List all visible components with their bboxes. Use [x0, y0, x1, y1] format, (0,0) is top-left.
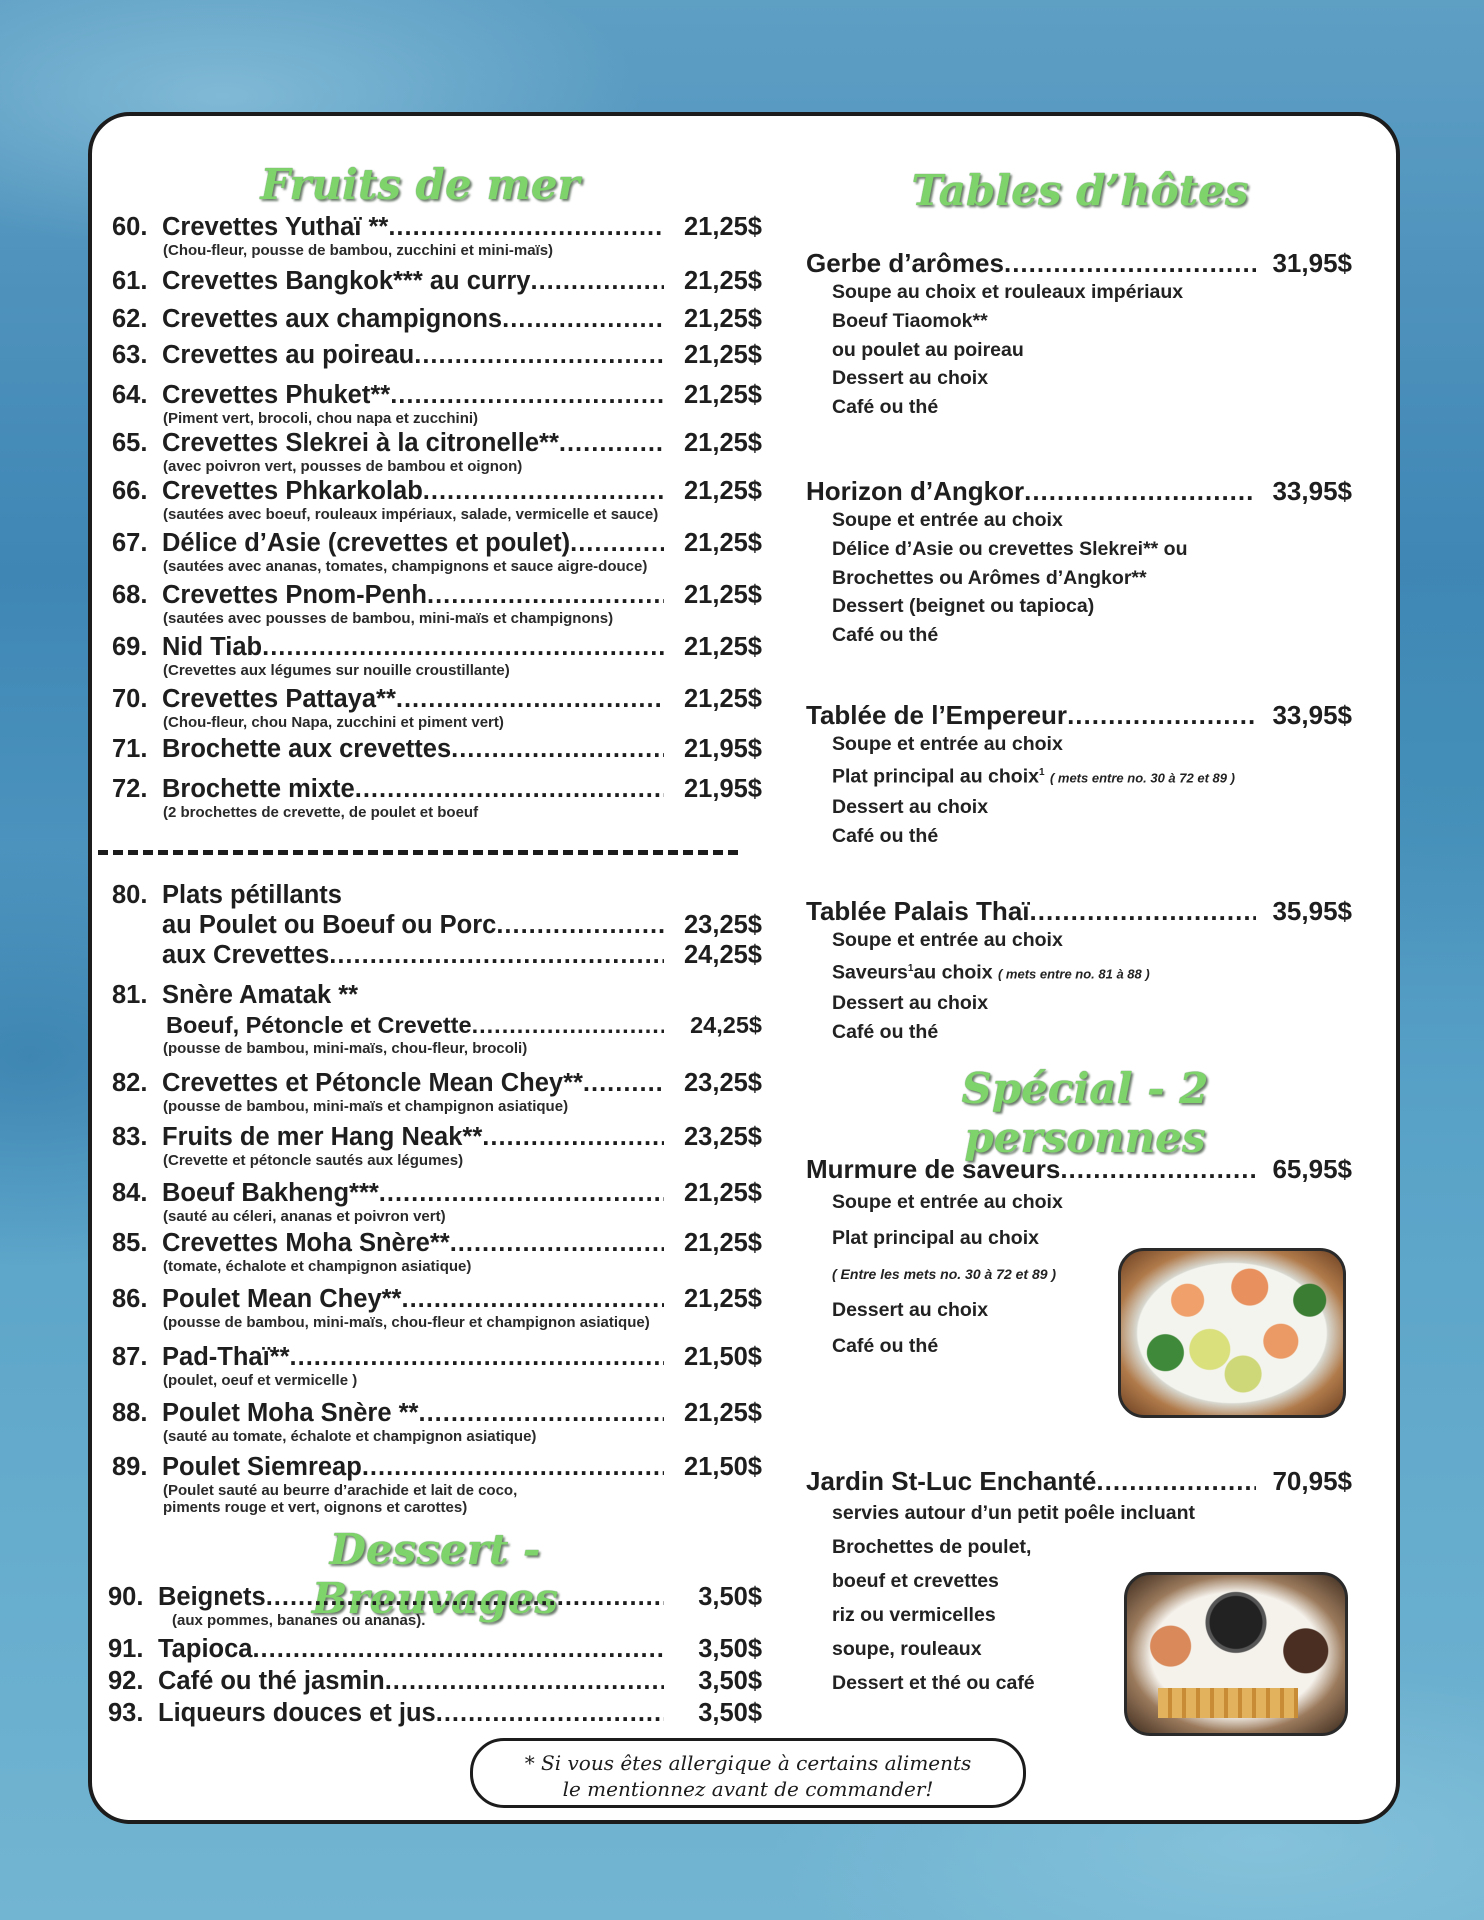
allergy-line-2: le mentionnez avant de commander!	[562, 1777, 934, 1801]
item-name: Poulet Moha Snère **	[162, 1399, 419, 1427]
leader-dots	[451, 734, 664, 764]
course-line: Dessert (beignet ou tapioca)	[832, 595, 1095, 618]
item-price: 21,25$	[684, 581, 762, 609]
leader-dots	[1060, 1154, 1256, 1184]
item-price: 23,25$	[684, 911, 762, 939]
course-line: Dessert et thé ou café	[832, 1672, 1035, 1694]
course-line: Soupe au choix et rouleaux impériaux	[832, 281, 1184, 303]
leader-dots	[559, 428, 664, 458]
item-name: Pad-Thaï**	[162, 1343, 290, 1371]
item-description: (pousse de bambou, mini-maïs, chou-fleur et champignon asiatique)	[163, 1314, 650, 1331]
item-description: (2 brochettes de crevette, de poulet et boeuf	[163, 804, 479, 821]
course-line: Café ou thé	[832, 624, 939, 647]
course-line: boeuf et crevettes	[832, 1570, 999, 1592]
menu-item-93	[108, 1698, 762, 1728]
item-description: (Crevettes aux légumes sur nouille croustillante)	[163, 662, 510, 679]
item-price: 21,95$	[684, 735, 762, 763]
item-number: 89.	[112, 1453, 148, 1481]
item-price: 21,25$	[684, 529, 762, 557]
item-name: Café ou thé jasmin	[158, 1667, 385, 1695]
item-number: 70.	[112, 685, 148, 713]
item-price: 24,25$	[684, 941, 762, 969]
menu-item-65	[112, 428, 762, 475]
item-description: (aux pommes, bananes ou ananas).	[172, 1612, 426, 1629]
course-line: ou poulet au poireau	[832, 338, 1024, 361]
item-description: (sautées avec pousses de bambou, mini-maïs et champignons)	[163, 610, 614, 627]
item-price: 21,25$	[684, 213, 762, 241]
course-line: Brochettes de poulet,	[832, 1536, 1032, 1558]
item-number: 88.	[112, 1399, 148, 1427]
course-line: Boeuf Tiaomok**	[832, 309, 988, 332]
item-description: piments rouge et vert, oignons et carottes)	[163, 1499, 468, 1516]
table-price: 65,95$	[1272, 1154, 1352, 1184]
leader-dots	[583, 1068, 664, 1098]
leader-dots	[266, 1582, 664, 1612]
item-name: Nid Tiab	[162, 633, 263, 661]
leader-dots	[401, 1284, 664, 1314]
item-name: Poulet Mean Chey**	[162, 1285, 402, 1313]
item-number: 80.	[112, 881, 148, 909]
item-number: 68.	[112, 581, 148, 609]
leader-dots	[390, 380, 664, 410]
menu-item-91	[108, 1634, 762, 1664]
item-number: 69.	[112, 633, 148, 661]
leader-dots	[388, 212, 664, 242]
item-price: 21,25$	[684, 633, 762, 661]
item-price: 23,25$	[684, 1123, 762, 1151]
leader-dots	[290, 1342, 664, 1372]
menu-item-82	[112, 1068, 762, 1115]
allergy-line-1: * Si vous êtes allergique à certains aliments	[524, 1751, 972, 1775]
course-line: Café ou thé	[832, 1020, 939, 1043]
tables-item-3	[806, 896, 1352, 1047]
menu-item-60	[112, 212, 762, 259]
leader-dots	[362, 1452, 664, 1482]
footnote-mark: 1	[1038, 766, 1045, 778]
item-price: 21,25$	[684, 1229, 762, 1257]
menu-item-61	[112, 266, 762, 296]
item-option: au Poulet ou Boeuf ou Porc	[162, 911, 497, 939]
course-line: Plat principal au choix$^1$ ( mets entre no. 30 à 72 et 89 )	[832, 765, 1235, 788]
item-option: Boeuf, Pétoncle et Crevette	[166, 1012, 472, 1038]
course-line: Saveurs$^1$au choix ( mets entre no. 81 à 88 )	[832, 961, 1150, 984]
item-number: 83.	[112, 1123, 148, 1151]
leader-dots	[436, 1698, 664, 1728]
item-description: (poulet, oeuf et vermicelle )	[163, 1372, 358, 1389]
menu-item-63	[112, 340, 762, 370]
item-price: 21,25$	[684, 1179, 762, 1207]
course-line: Soupe et entrée au choix	[832, 733, 1063, 755]
item-number: 87.	[112, 1343, 148, 1371]
item-name: Crevettes Yuthaï **	[162, 213, 389, 241]
item-price: 21,25$	[684, 305, 762, 333]
table-name: Gerbe d’arômes	[806, 248, 1004, 278]
course-line: Dessert au choix	[832, 992, 989, 1015]
menu-item-90	[108, 1582, 762, 1629]
course-line: Dessert au choix	[832, 367, 989, 390]
item-name: Fruits de mer Hang Neak**	[162, 1123, 483, 1151]
item-number: 61.	[112, 267, 148, 295]
item-price: 21,25$	[684, 1285, 762, 1313]
item-number: 63.	[112, 341, 148, 369]
menu-item-83	[112, 1122, 762, 1169]
leader-dots	[418, 1398, 664, 1428]
item-price: 21,25$	[684, 429, 762, 457]
table-price: 33,95$	[1272, 476, 1352, 506]
menu-item-69	[112, 632, 762, 679]
item-name: Liqueurs douces et jus	[158, 1699, 436, 1727]
leader-dots	[355, 774, 664, 804]
item-price: 24,25$	[690, 1012, 762, 1038]
tables-item-2	[806, 700, 1352, 851]
leader-dots	[1096, 1466, 1256, 1496]
item-name: Crevettes et Pétoncle Mean Chey**	[162, 1069, 583, 1097]
item-price: 3,50$	[698, 1635, 762, 1663]
item-name: Crevettes aux champignons	[162, 305, 503, 333]
item-price: 23,25$	[684, 1069, 762, 1097]
course-note: ( mets entre no. 30 à 72 et 89 )	[1049, 770, 1235, 786]
item-description: (pousse de bambou, mini-maïs et champignon asiatique)	[163, 1098, 569, 1115]
item-number: 86.	[112, 1285, 148, 1313]
leader-dots	[414, 340, 664, 370]
course-line: Soupe et entrée au choix	[832, 509, 1063, 531]
item-name: Poulet Siemreap	[162, 1453, 362, 1481]
leader-dots	[1004, 248, 1256, 278]
item-number: 85.	[112, 1229, 148, 1257]
table-name: Horizon d’Angkor	[806, 476, 1025, 506]
item-description: (sautées avec boeuf, rouleaux impériaux, salade, vermicelle et sauce)	[163, 506, 659, 523]
item-price: 3,50$	[698, 1667, 762, 1695]
menu-item-87	[112, 1342, 762, 1389]
item-description: (Crevette et pétoncle sautés aux légumes)	[163, 1152, 464, 1169]
item-name: Crevettes Moha Snère**	[162, 1229, 450, 1257]
menu-item-71	[112, 734, 762, 764]
item-name: Tapioca	[158, 1635, 253, 1663]
menu-item-84	[112, 1178, 762, 1225]
item-number: 64.	[112, 381, 148, 409]
menu-item-62	[112, 304, 762, 334]
course-line: servies autour d’un petit poêle incluant	[832, 1502, 1195, 1524]
item-option: aux Crevettes	[162, 941, 330, 969]
item-name: Crevettes Phuket**	[162, 381, 391, 409]
leader-dots	[1067, 700, 1256, 730]
course-line: soupe, rouleaux	[832, 1638, 982, 1660]
shrimp-dish-photo	[1118, 1248, 1346, 1418]
item-name: Crevettes Phkarkolab	[162, 477, 423, 505]
item-number: 72.	[112, 775, 148, 803]
item-description: (Chou-fleur, pousse de bambou, zucchini et mini-maïs)	[163, 242, 554, 259]
table-name: Murmure de saveurs	[806, 1154, 1061, 1184]
leader-dots	[262, 632, 664, 662]
leader-dots	[531, 266, 665, 296]
item-name: Brochette mixte	[162, 775, 355, 803]
item-number: 84.	[112, 1179, 148, 1207]
menu-item-66	[112, 476, 762, 523]
item-name: Crevettes Pnom-Penh	[162, 581, 427, 609]
item-description: (pousse de bambou, mini-maïs, chou-fleur, brocoli)	[163, 1040, 528, 1057]
menu-item-81	[112, 980, 762, 1057]
leader-dots	[252, 1634, 664, 1664]
leader-dots	[1030, 896, 1256, 926]
item-name: Crevettes Slekrei à la citronelle**	[162, 429, 559, 457]
item-name: Boeuf Bakheng***	[162, 1179, 379, 1207]
item-name: Délice d’Asie (crevettes et poulet)	[162, 529, 571, 557]
allergy-notice	[470, 1738, 1026, 1808]
leader-dots	[1024, 476, 1256, 506]
item-number: 71.	[112, 735, 148, 763]
menu-item-85	[112, 1228, 762, 1275]
item-description: (sauté au tomate, échalote et champignon asiatique)	[163, 1428, 537, 1445]
menu-item-89	[112, 1452, 762, 1516]
item-description: (Poulet sauté au beurre d’arachide et lait de coco,	[163, 1482, 518, 1499]
item-price: 21,50$	[684, 1343, 762, 1371]
course-line: ( Entre les mets no. 30 à 72 et 89 )	[832, 1266, 1057, 1282]
tables-item-0	[806, 248, 1352, 422]
heading-fruits-de-mer: Fruits de mer	[260, 160, 580, 209]
leader-dots	[427, 580, 664, 610]
heading-special: Spécial - 2 personnes	[961, 1064, 1209, 1162]
item-price: 21,25$	[684, 1399, 762, 1427]
menu-item-67	[112, 528, 762, 575]
item-number: 65.	[112, 429, 148, 457]
item-name: Brochette aux crevettes	[162, 735, 452, 763]
item-number: 90.	[108, 1583, 144, 1611]
leader-dots	[570, 528, 664, 558]
leader-dots	[450, 1228, 664, 1258]
course-line: riz ou vermicelles	[832, 1604, 996, 1626]
course-line: Café ou thé	[832, 1335, 939, 1357]
menu-item-68	[112, 580, 762, 627]
item-price: 21,50$	[684, 1453, 762, 1481]
item-number: 66.	[112, 477, 148, 505]
item-name: Crevettes Pattaya**	[162, 685, 396, 713]
item-price: 21,95$	[684, 775, 762, 803]
course-line: Café ou thé	[832, 396, 939, 419]
item-number: 91.	[108, 1635, 144, 1663]
item-description: (avec poivron vert, pousses de bambou et oignon)	[163, 458, 523, 475]
menu-item-64	[112, 380, 762, 427]
item-price: 3,50$	[698, 1583, 762, 1611]
table-name: Tablée de l’Empereur	[806, 700, 1068, 730]
menu-item-72	[112, 774, 762, 821]
menu-item-70	[112, 684, 762, 731]
course-line: Brochettes ou Arômes d’Angkor**	[832, 566, 1147, 589]
item-name: Plats pétillants	[162, 881, 342, 909]
heading-dessert: Dessert - Breuvages	[311, 1525, 559, 1623]
heading-tables-hotes: Tables d’hôtes	[911, 166, 1249, 215]
leader-dots	[379, 1178, 664, 1208]
item-name: Beignets	[158, 1583, 266, 1611]
footnote-mark: 1	[907, 962, 914, 974]
item-price: 3,50$	[698, 1699, 762, 1727]
leader-dots	[423, 476, 664, 506]
menu-item-92	[108, 1666, 762, 1696]
item-description: (Piment vert, brocoli, chou napa et zucchini)	[163, 410, 479, 427]
item-number: 67.	[112, 529, 148, 557]
table-price: 35,95$	[1272, 896, 1352, 926]
leader-dots	[396, 684, 664, 714]
item-price: 21,25$	[684, 341, 762, 369]
item-number: 92.	[108, 1667, 144, 1695]
item-price: 21,25$	[684, 477, 762, 505]
table-name: Tablée Palais Thaï	[806, 896, 1030, 926]
item-description: (tomate, échalote et champignon asiatique)	[163, 1258, 472, 1275]
item-number: 60.	[112, 213, 148, 241]
table-name: Jardin St-Luc Enchanté	[806, 1466, 1097, 1496]
item-number: 81.	[112, 981, 148, 1009]
table-price: 31,95$	[1272, 248, 1352, 278]
course-note: ( mets entre no. 81 à 88 )	[997, 966, 1150, 982]
item-name: Crevettes au poireau	[162, 341, 415, 369]
item-number: 62.	[112, 305, 148, 333]
course-line: Dessert au choix	[832, 796, 989, 819]
leader-dots	[502, 304, 664, 334]
table-price: 33,95$	[1272, 700, 1352, 730]
item-name: Snère Amatak **	[162, 981, 359, 1009]
item-description: (sautées avec ananas, tomates, champignons et sauce aigre-douce)	[163, 558, 648, 575]
item-price: 21,25$	[684, 267, 762, 295]
item-number: 93.	[108, 1699, 144, 1727]
course-line: Dessert au choix	[832, 1299, 989, 1321]
item-description: (Chou-fleur, chou Napa, zucchini et piment vert)	[163, 714, 504, 731]
course-line: Plat principal au choix	[832, 1227, 1039, 1249]
course-line: Délice d’Asie ou crevettes Slekrei** ou	[832, 537, 1188, 560]
item-price: 21,25$	[684, 381, 762, 409]
item-description: (sauté au céleri, ananas et poivron vert)	[163, 1208, 446, 1225]
tables-item-1	[806, 476, 1352, 650]
item-number: 82.	[112, 1069, 148, 1097]
menu-item-86	[112, 1284, 762, 1331]
leader-dots	[482, 1122, 664, 1152]
leader-dots	[385, 1666, 664, 1696]
menu-item-80	[112, 880, 762, 970]
hotpot-photo	[1124, 1572, 1348, 1736]
item-name: Crevettes Bangkok*** au curry	[162, 267, 531, 295]
table-price: 70,95$	[1272, 1466, 1352, 1496]
menu-item-88	[112, 1398, 762, 1445]
item-price: 21,25$	[684, 685, 762, 713]
course-line: Café ou thé	[832, 824, 939, 847]
section-divider	[98, 850, 738, 855]
course-line: Soupe et entrée au choix	[832, 929, 1063, 951]
course-line: Soupe et entrée au choix	[832, 1191, 1063, 1213]
